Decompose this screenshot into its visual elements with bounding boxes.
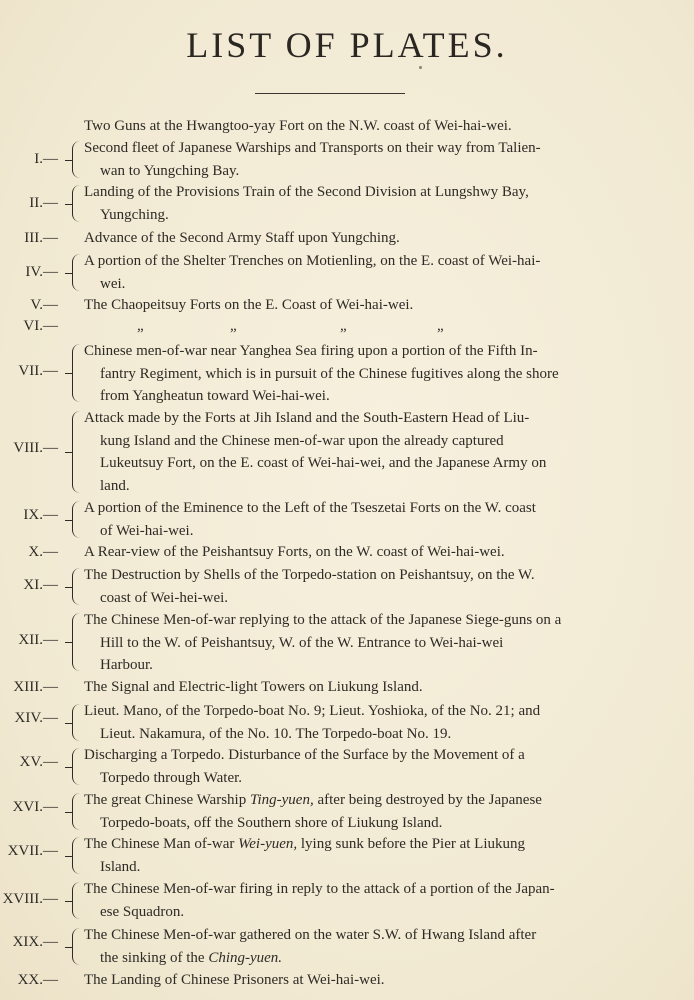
plate-caption: The Chaopeitsuy Forts on the E. Coast of Wei-hai-wei.	[84, 297, 414, 313]
plate-caption: Two Guns at the Hwangtoo-yay Fort on the N.W. coast of Wei-hai-wei.	[84, 118, 512, 134]
brace	[72, 344, 83, 402]
brace	[72, 928, 83, 965]
plate-number: VI.—	[23, 318, 58, 334]
plate-caption: Landing of the Provisions Train of the Second Division at Lungshwy Bay, Yungching.	[84, 184, 529, 223]
brace	[72, 185, 83, 222]
plate-caption: The great Chinese Warship Ting-yuen, after being destroyed by the Japanese Torpedo-boats, off the Southern shore of Liukung Island.	[84, 792, 542, 831]
plate-number: X.—	[28, 544, 58, 560]
plate-number: VIII.—	[13, 440, 58, 456]
brace	[72, 613, 83, 671]
plate-number: XVII.—	[7, 843, 58, 859]
plate-caption: The Chinese Man of-war Wei-yuen, lying sunk before the Pier at Liukung Island.	[84, 836, 526, 875]
plate-caption: The Chinese Men-of-war replying to the attack of the Japanese Siege-guns on a Hill to the W. of Peishantsuy, W. of the W. Entrance to Wei-hai-wei Harbour.	[84, 612, 562, 673]
plate-number: V.—	[30, 297, 58, 313]
ink-speck	[419, 66, 422, 69]
plate-number: XIII.—	[13, 679, 58, 695]
title-rule	[255, 93, 405, 94]
plate-caption: Second fleet of Japanese Warships and Transports on their way from Talien- wan to Yungching Bay.	[84, 140, 541, 179]
brace	[72, 568, 83, 605]
brace	[72, 254, 83, 291]
plate-caption: Lieut. Mano, of the Torpedo-boat No. 9; Lieut. Yoshioka, of the No. 21; and Lieut. Nakamura, of the No. 10. The Torpedo-boat No. 19.	[84, 703, 541, 742]
plate-number: XV.—	[19, 754, 58, 770]
plate-number: XII.—	[18, 632, 58, 648]
plate-number: XX.—	[17, 972, 58, 988]
page-title: LIST OF PLATES.	[186, 25, 508, 65]
brace	[72, 411, 83, 493]
plate-number: I.—	[34, 151, 58, 167]
brace	[72, 141, 83, 178]
plate-caption: Advance of the Second Army Staff upon Yungching.	[84, 230, 400, 246]
brace	[72, 748, 83, 785]
plate-caption: A Rear-view of the Peishantsuy Forts, on the W. coast of Wei-hai-wei.	[84, 544, 505, 560]
ship-name: Wei-yuen,	[238, 836, 298, 852]
plate-caption: Chinese men-of-war near Yanghea Sea firing upon a portion of the Fifth In- fantry Regiment, which is in pursuit of the Chinese fugitives along the shore from Yangheatun toward Wei-hai-wei.	[84, 343, 559, 404]
plate-caption: The Landing of Chinese Prisoners at Wei-hai-wei.	[84, 972, 385, 988]
plate-caption: A portion of the Shelter Trenches on Motienling, on the E. coast of Wei-hai- wei.	[84, 253, 541, 292]
plate-number: IX.—	[23, 507, 58, 523]
plate-caption: The Destruction by Shells of the Torpedo-station on Peishantsuy, on the W. coast of Wei-hei-wei.	[84, 567, 535, 606]
plate-caption: Discharging a Torpedo. Disturbance of the Surface by the Movement of a Torpedo through Water.	[84, 747, 525, 786]
plate-number: XI.—	[23, 577, 58, 593]
plate-number: IV.—	[25, 264, 58, 280]
brace	[72, 704, 83, 741]
plate-number: XVIII.—	[2, 891, 58, 907]
plate-caption: The Chinese Men-of-war firing in reply to the attack of a portion of the Japan- ese Squadron.	[84, 881, 555, 920]
ship-name: Ching-yuen.	[208, 949, 283, 966]
plate-caption: The Chinese Men-of-war gathered on the water S.W. of Hwang Island after the sinking of the Ching-yuen.	[84, 927, 537, 966]
brace	[72, 882, 83, 919]
plate-number: XIV.—	[14, 710, 58, 726]
plate-number: VII.—	[18, 363, 58, 379]
ship-name: Ting-yuen,	[249, 792, 314, 808]
brace	[72, 793, 83, 830]
plate-number: II.—	[29, 195, 58, 211]
brace	[72, 501, 83, 538]
plate-number: XIX.—	[12, 934, 58, 950]
ditto-mark: ”	[340, 326, 347, 342]
brace	[72, 837, 83, 874]
plate-number: III.—	[24, 230, 58, 246]
plate-caption: Attack made by the Forts at Jih Island and the South-Eastern Head of Liu- kung Island and the Chinese men-of-war upon the already captured Lukeutsuy Fort, on the E. coast of Wei-hai-wei, and the Japanese Army on land.	[84, 410, 547, 494]
plate-number: XVI.—	[12, 799, 58, 815]
plate-caption: The Signal and Electric-light Towers on Liukung Island.	[84, 679, 423, 695]
ditto-mark: ”	[137, 326, 144, 342]
plate-caption: A portion of the Eminence to the Left of the Tseszetai Forts on the W. coast of Wei-hai-wei.	[84, 500, 536, 539]
ditto-mark: ”	[437, 326, 444, 342]
ditto-mark: ”	[230, 326, 237, 342]
